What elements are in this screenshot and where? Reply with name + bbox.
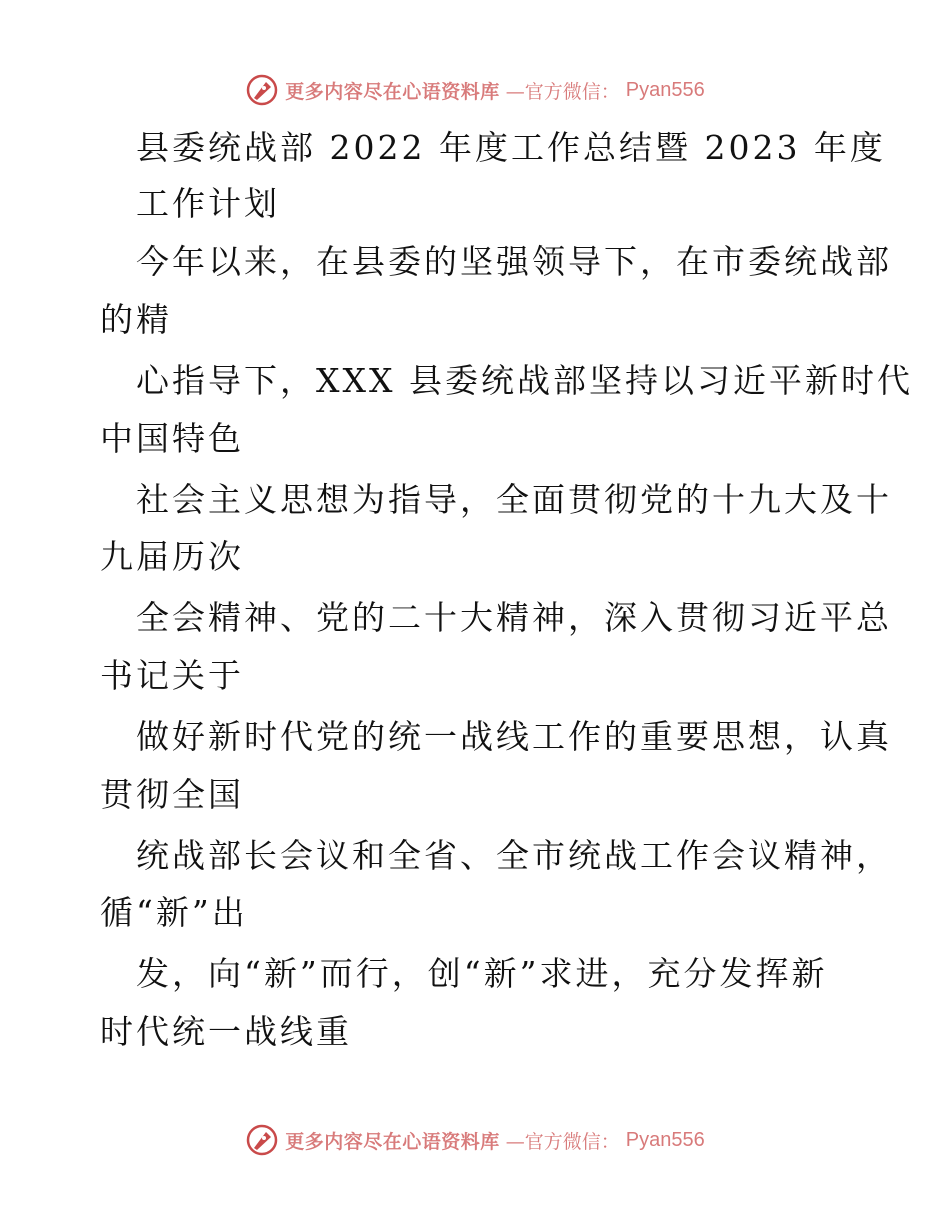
body-line: 书记关于: [100, 656, 244, 695]
body-line: 做好新时代党的统一战线工作的重要思想，认真: [136, 717, 892, 756]
body-line: 全会精神、党的二十大精神，深入贯彻习近平总: [136, 598, 892, 637]
pen-nib-logo-icon: [245, 73, 279, 107]
body-line: 的精: [100, 300, 172, 339]
pen-nib-logo-icon: [245, 1123, 279, 1157]
body-line: 贯彻全国: [100, 775, 244, 814]
body-line: 发，向“新”而行，创“新”求进，充分发挥新: [136, 954, 828, 993]
body-line: 时代统一战线重: [100, 1012, 352, 1051]
watermark-account: Pyan556: [625, 1128, 705, 1151]
watermark-brand-text: 更多内容尽在心语资料库: [285, 1130, 500, 1153]
body-line: 循“新”出: [100, 893, 248, 932]
watermark-brand-text: 更多内容尽在心语资料库: [285, 80, 500, 103]
watermark-contact-label: —官方微信：: [505, 80, 620, 103]
document-title-line-1: 县委统战部 2022 年度工作总结暨 2023 年度: [136, 128, 886, 167]
watermark-contact-label: —官方微信：: [505, 1130, 620, 1153]
body-line: 今年以来，在县委的坚强领导下，在市委统战部: [136, 242, 892, 281]
body-line: 统战部长会议和全省、全市统战工作会议精神，: [136, 836, 892, 875]
body-line: 社会主义思想为指导，全面贯彻党的十九大及十: [136, 480, 892, 519]
watermark-account: Pyan556: [625, 78, 705, 101]
footer-watermark: [0, 1120, 950, 1160]
body-line: 九届历次: [100, 537, 244, 576]
header-watermark: [0, 70, 950, 110]
body-line: 中国特色: [100, 419, 244, 458]
document-title-line-2: 工作计划: [136, 184, 280, 223]
body-line: 心指导下，XXX 县委统战部坚持以习近平新时代: [136, 361, 913, 400]
